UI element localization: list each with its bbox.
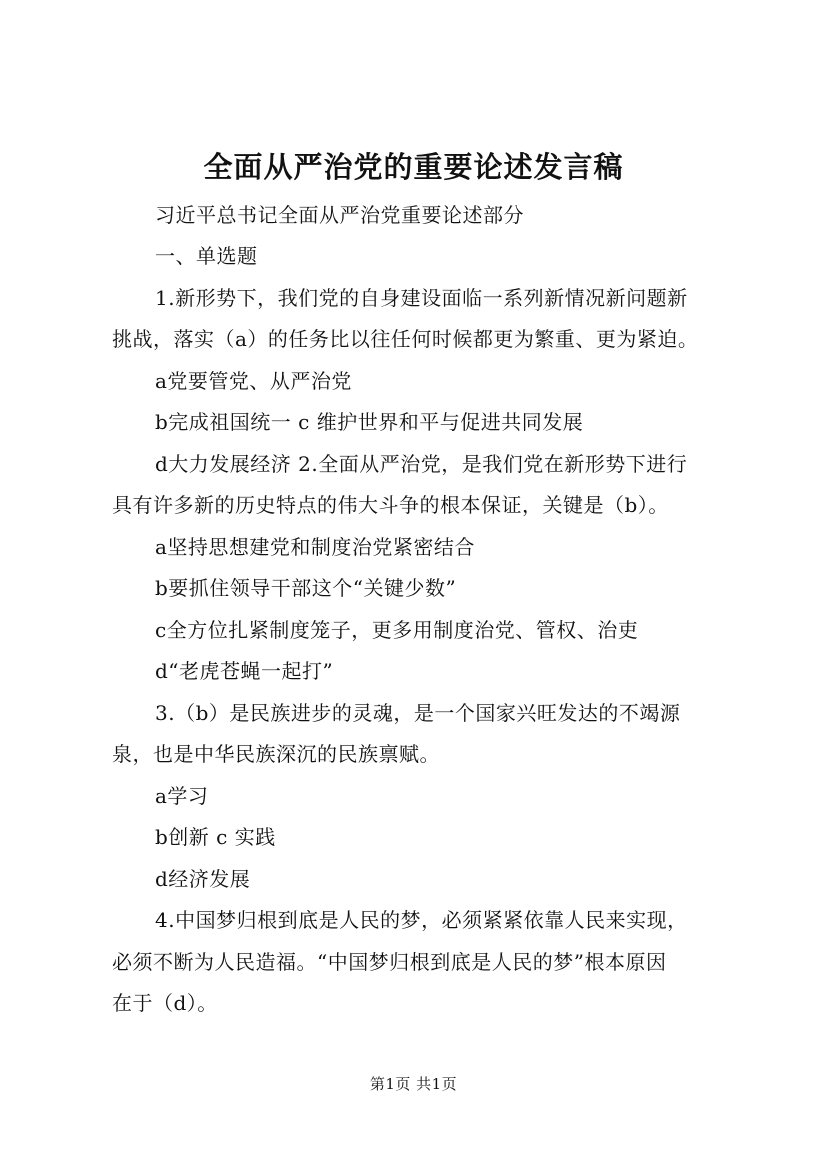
question-4-line-2: 必须不断为人民造福。“中国梦归根到底是人民的梦”根本原因 bbox=[112, 950, 667, 974]
option-2-a: a坚持思想建党和制度治党紧密结合 bbox=[155, 535, 475, 559]
question-4-line-1: 4.中国梦归根到底是人民的梦，必须紧紧依靠人民来实现， bbox=[155, 908, 688, 932]
option-2-d: d“老虎苍蝇一起打” bbox=[155, 659, 334, 683]
question-1-line-2: 挑战，落实（a）的任务比以往任何时候都更为繁重、更为紧迫。 bbox=[112, 327, 699, 351]
question-2-line-2: 具有许多新的历史特点的伟大斗争的根本保证，关键是（b）。 bbox=[112, 493, 669, 517]
option-2-c: c全方位扎紧制度笼子，更多用制度治党、管权、治吏 bbox=[155, 618, 639, 642]
option-2-b: b要抓住领导干部这个“关键少数” bbox=[155, 576, 457, 600]
option-3-d: d经济发展 bbox=[155, 867, 251, 891]
option-1-d-question-2: d大力发展经济 2.全面从严治党，是我们党在新形势下进行 bbox=[155, 452, 688, 476]
question-3-line-2: 泉，也是中华民族深沉的民族禀赋。 bbox=[112, 742, 440, 766]
question-4-line-3: 在于（d）。 bbox=[112, 991, 218, 1015]
document-title: 全面从严治党的重要论述发言稿 bbox=[203, 150, 624, 184]
option-3-b-c: b创新 c 实践 bbox=[155, 825, 276, 849]
question-1-line-1: 1.新形势下，我们党的自身建设面临一系列新情况新问题新 bbox=[155, 286, 688, 310]
option-3-a: a学习 bbox=[155, 784, 209, 808]
option-1-a: a党要管党、从严治党 bbox=[155, 369, 352, 393]
section-heading: 一、单选题 bbox=[155, 244, 258, 268]
page-footer: 第1页 共1页 bbox=[369, 1075, 458, 1093]
subtitle-line: 习近平总书记全面从严治党重要论述部分 bbox=[155, 203, 524, 227]
option-1-b-c: b完成祖国统一 c 维护世界和平与促进共同发展 bbox=[155, 410, 584, 434]
question-3-line-1: 3.（b）是民族进步的灵魂，是一个国家兴旺发达的不竭源 bbox=[155, 701, 681, 725]
